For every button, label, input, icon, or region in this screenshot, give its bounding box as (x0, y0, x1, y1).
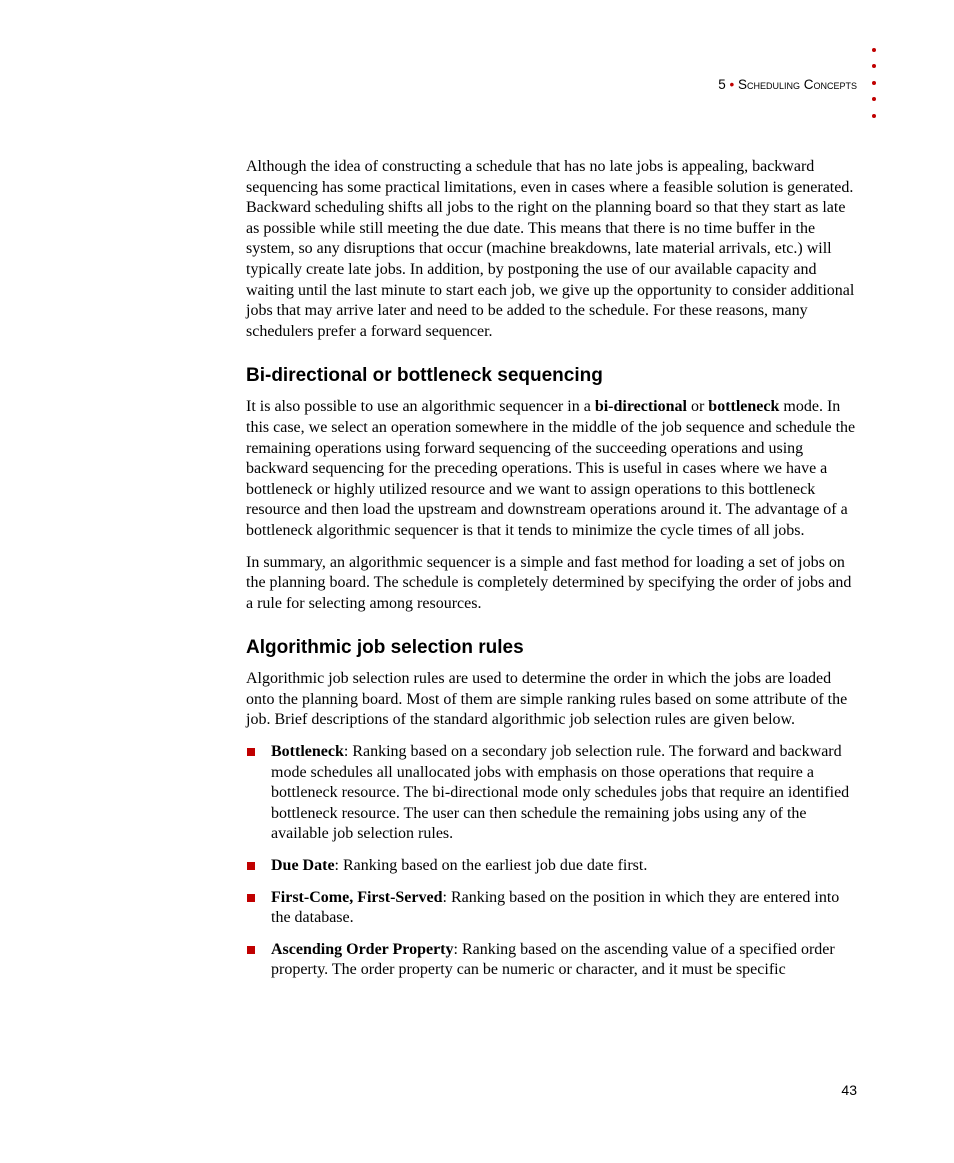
dot-icon (872, 48, 876, 52)
list-item (246, 888, 856, 929)
running-header (718, 77, 857, 92)
list-item (246, 856, 856, 877)
section-heading-bidirectional: Bi-directional or bottleneck sequencing (246, 365, 603, 387)
dot-icon (872, 64, 876, 68)
term-bottleneck: bottleneck (708, 398, 780, 416)
paragraph-text: It is also possible to use an algorithmic sequencer in a (246, 398, 595, 416)
rule-term: Ascending Order Property (271, 940, 454, 958)
header-bullet-icon: • (729, 77, 735, 92)
term-bi-directional: bi-directional (594, 398, 687, 416)
body-text (246, 157, 856, 992)
paragraph-text: or (686, 398, 709, 416)
rule-description: : Ranking based on the earliest job due date first. (334, 857, 648, 875)
page-number: 43 (841, 1082, 857, 1098)
bidirectional-paragraph (246, 397, 856, 541)
margin-dots-decoration (872, 48, 882, 130)
square-bullet-icon (247, 862, 255, 870)
rule-term: First-Come, First-Served (271, 888, 443, 906)
paragraph-text: mode. In this case, we select an operation somewhere in the middle of the job sequence and schedule the remaining operations using forward sequencing of the succeeding operations and using backward sequencing for the preceding operations. This is useful in cases where we have a bottleneck or highly utilized resource and we want to assign operations to this bottleneck resource and then load the upstream and downstream operations around it. The advantage of a bottleneck algorithmic sequencer is that it tends to minimize the cycle times of all jobs. (246, 398, 856, 539)
dot-icon (872, 97, 876, 101)
job-selection-intro-paragraph: Algorithmic job selection rules are used to determine the order in which the jobs are loaded onto the planning board. Most of them are simple ranking rules based on some attribute of the job. Brief descriptions of the standard algorithmic job selection rules are given below. (246, 670, 848, 729)
list-item (246, 940, 856, 981)
rule-description: : Ranking based on the ascending value of a specified order property. The order property can be numeric or character, and it must be specific (271, 940, 835, 979)
job-selection-rules-list (246, 742, 856, 981)
rule-description: : Ranking based on a secondary job selection rule. The forward and backward mode schedules all unallocated jobs with emphasis on those operations that require a bottleneck resource. The bi-directional mode only schedules jobs that require an identified bottleneck resource. The user can then schedule the remaining jobs using any of the available job selection rules. (271, 743, 850, 843)
chapter-number: 5 (718, 77, 726, 92)
dot-icon (872, 114, 876, 118)
square-bullet-icon (247, 748, 255, 756)
dot-icon (872, 81, 876, 85)
intro-paragraph: Although the idea of constructing a schedule that has no late jobs is appealing, backward sequencing has some practical limitations, even in cases where a feasible solution is generated. Backward scheduling shifts all jobs to the right on the planning board so that they start as late as possible while still meeting the due date. This means that there is no time buffer in the system, so any disruptions that occur (machine breakdowns, late material arrivals, etc.) will typically create late jobs. In addition, by postponing the use of our available capacity and waiting until the last minute to start each job, we give up the opportunity to consider additional jobs that may arrive later and need to be added to the schedule. For these reasons, many schedulers prefer a forward sequencer. (246, 158, 855, 340)
rule-term: Bottleneck (271, 743, 344, 761)
square-bullet-icon (247, 894, 255, 902)
section-heading-job-selection-rules: Algorithmic job selection rules (246, 637, 524, 659)
rule-term: Due Date (271, 857, 335, 875)
rule-description: : Ranking based on the position in which they are entered into the database. (271, 888, 840, 927)
square-bullet-icon (247, 946, 255, 954)
summary-paragraph: In summary, an algorithmic sequencer is a simple and fast method for loading a set of jobs on the planning board. The schedule is completely determined by specifying the order of jobs and a rule for selecting among resources. (246, 553, 852, 612)
list-item (246, 742, 856, 845)
chapter-title: Scheduling Concepts (737, 77, 857, 92)
